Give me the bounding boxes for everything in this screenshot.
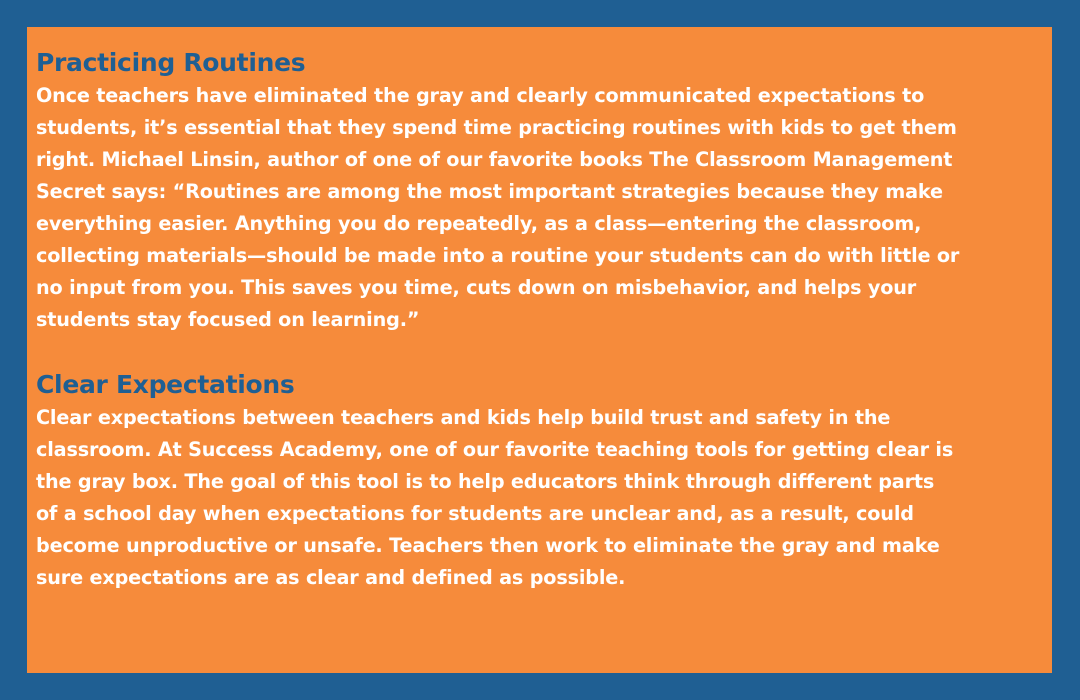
- body-line: classroom. At Success Academy, one of our favorite teaching tools for getting clear is: [36, 438, 954, 461]
- section-body: [36, 402, 1052, 594]
- body-line: sure expectations are as clear and defined as possible.: [36, 566, 626, 589]
- body-line: no input from you. This saves you time, cuts down on misbehavior, and helps your: [36, 276, 917, 299]
- body-line: everything easier. Anything you do repeatedly, as a class—entering the classroom,: [36, 212, 922, 235]
- section-body: [36, 80, 1052, 336]
- body-line: students stay focused on learning.”: [36, 308, 420, 331]
- body-line: collecting materials—should be made into a routine your students can do with little or: [36, 244, 960, 267]
- body-line: right. Michael Linsin, author of one of our favorite books The Classroom Management: [36, 148, 953, 171]
- body-line: Once teachers have eliminated the gray and clearly communicated expectations to: [36, 84, 925, 107]
- body-line: Clear expectations between teachers and kids help build trust and safety in the: [36, 406, 891, 429]
- body-line: of a school day when expectations for students are unclear and, as a result, could: [36, 502, 914, 525]
- body-line: Secret says: “Routines are among the most important strategies because they make: [36, 180, 943, 203]
- section-clear-expectations: [36, 368, 1052, 594]
- body-line: the gray box. The goal of this tool is to help educators think through different parts: [36, 470, 935, 493]
- content-card: [27, 27, 1052, 673]
- body-line: students, it’s essential that they spend time practicing routines with kids to get them: [36, 116, 957, 139]
- section-practicing-routines: [36, 46, 1052, 336]
- body-line: become unproductive or unsafe. Teachers then work to eliminate the gray and make: [36, 534, 940, 557]
- section-title: Practicing Routines: [36, 48, 306, 77]
- section-title: Clear Expectations: [36, 370, 295, 399]
